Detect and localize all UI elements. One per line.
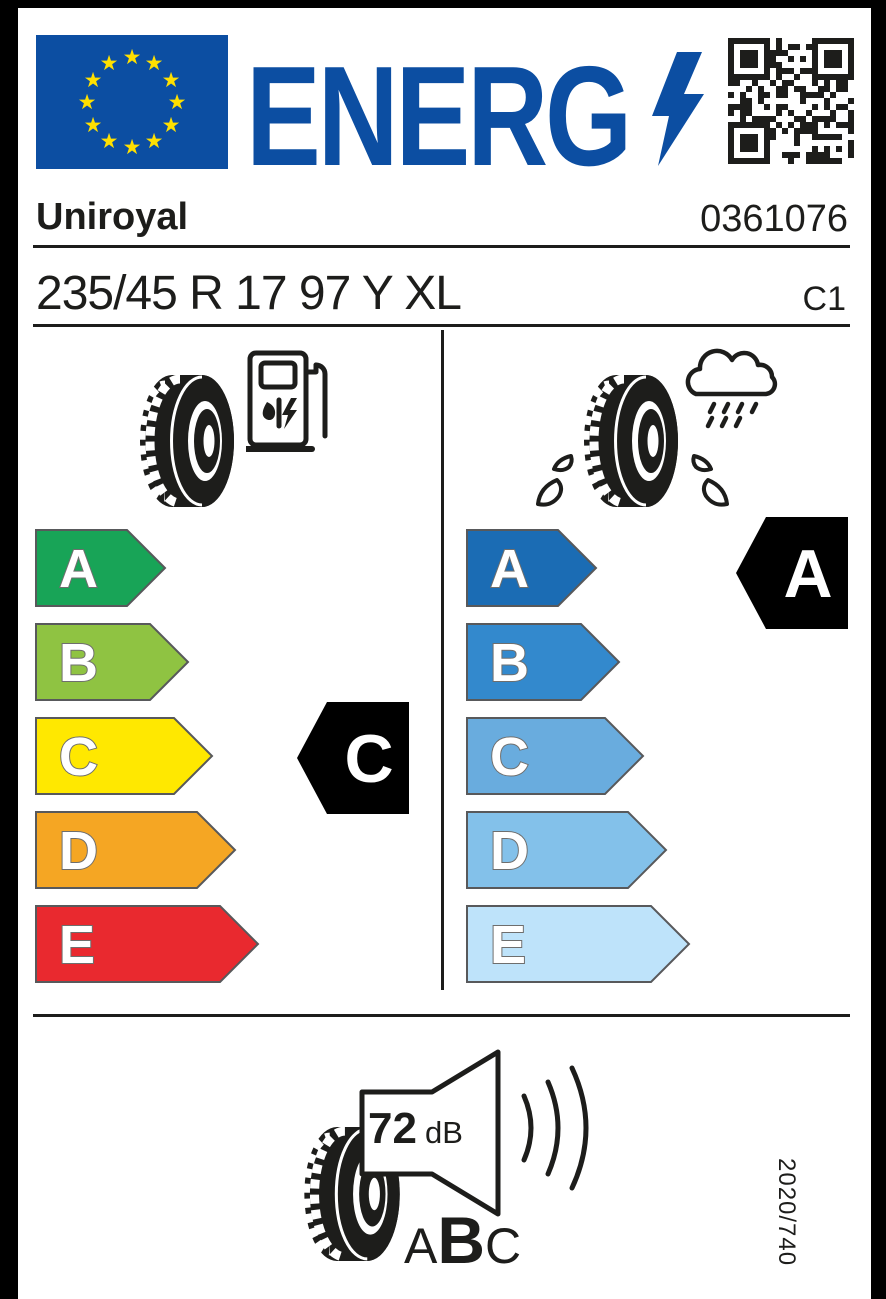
svg-text:★: ★ [144,129,164,153]
label-id: 0361076 [700,198,848,240]
svg-text:★: ★ [161,113,181,137]
svg-text:A: A [490,539,529,599]
svg-text:★: ★ [122,45,142,69]
svg-text:★: ★ [144,51,164,75]
divider-line-1 [33,245,850,248]
svg-text:E: E [59,915,96,975]
tire-icon [132,373,238,509]
fuel-grade-arrow-e [35,905,261,983]
column-divider [441,330,444,990]
fuel-pump-icon [246,350,330,454]
tyre-designation: 235/45 R 17 97 Y XL [36,267,461,320]
svg-text:★: ★ [83,68,103,92]
splash-right-icon [680,452,730,514]
wet-grade-arrow-a [466,529,692,607]
sound-waves-icon [512,1058,598,1198]
regulation-number: 2020/740 [773,1158,800,1267]
noise-class-c: C [485,1218,522,1274]
svg-text:★: ★ [77,90,97,114]
wet-grade-arrow-b [466,623,692,701]
noise-class-scale [404,1202,521,1278]
fuel-grade-arrow-c [35,717,261,795]
svg-text:D: D [490,821,529,881]
svg-text:C: C [59,727,98,787]
svg-text:★: ★ [167,90,187,114]
energ-logo: ENERG [246,37,630,196]
label-border-right [871,0,886,1299]
label-border-left [0,0,18,1299]
qr-code-icon [728,38,854,164]
rain-cloud-icon [676,346,786,442]
fuel-grade-arrow-a [35,529,261,607]
divider-line-2 [33,324,850,327]
wet-grade-arrow-e [466,905,692,983]
svg-text:★: ★ [83,113,103,137]
svg-text:C: C [344,721,394,797]
brand-name: Uniroyal [36,196,189,238]
svg-text:★: ★ [99,51,119,75]
svg-text:E: E [490,915,527,975]
noise-class-b-rated: B [437,1203,486,1277]
svg-text:A: A [783,536,833,612]
svg-text:B: B [59,633,98,693]
label-border-top [0,0,886,8]
divider-line-3 [33,1014,850,1017]
svg-text:★: ★ [122,135,142,159]
svg-text:C: C [490,727,529,787]
noise-value: 72 [368,1104,417,1153]
tyre-class: C1 [802,280,846,318]
svg-text:★: ★ [161,68,181,92]
noise-unit: dB [424,1115,463,1150]
tire-icon [576,373,682,509]
fuel-rating-arrow [296,701,410,815]
wet-grip-rating-arrow [735,516,849,630]
wet-grade-arrow-c [466,717,692,795]
svg-text:D: D [59,821,98,881]
splash-left-icon [535,452,585,514]
svg-text:A: A [59,539,98,599]
lightning-bolt-icon [650,52,704,166]
fuel-grade-arrow-b [35,623,261,701]
wet-grade-arrow-d [466,811,692,889]
noise-class-a: A [404,1218,438,1274]
eu-flag-icon [36,35,228,169]
svg-text:B: B [490,633,529,693]
svg-text:★: ★ [99,129,119,153]
fuel-grade-arrow-d [35,811,261,889]
